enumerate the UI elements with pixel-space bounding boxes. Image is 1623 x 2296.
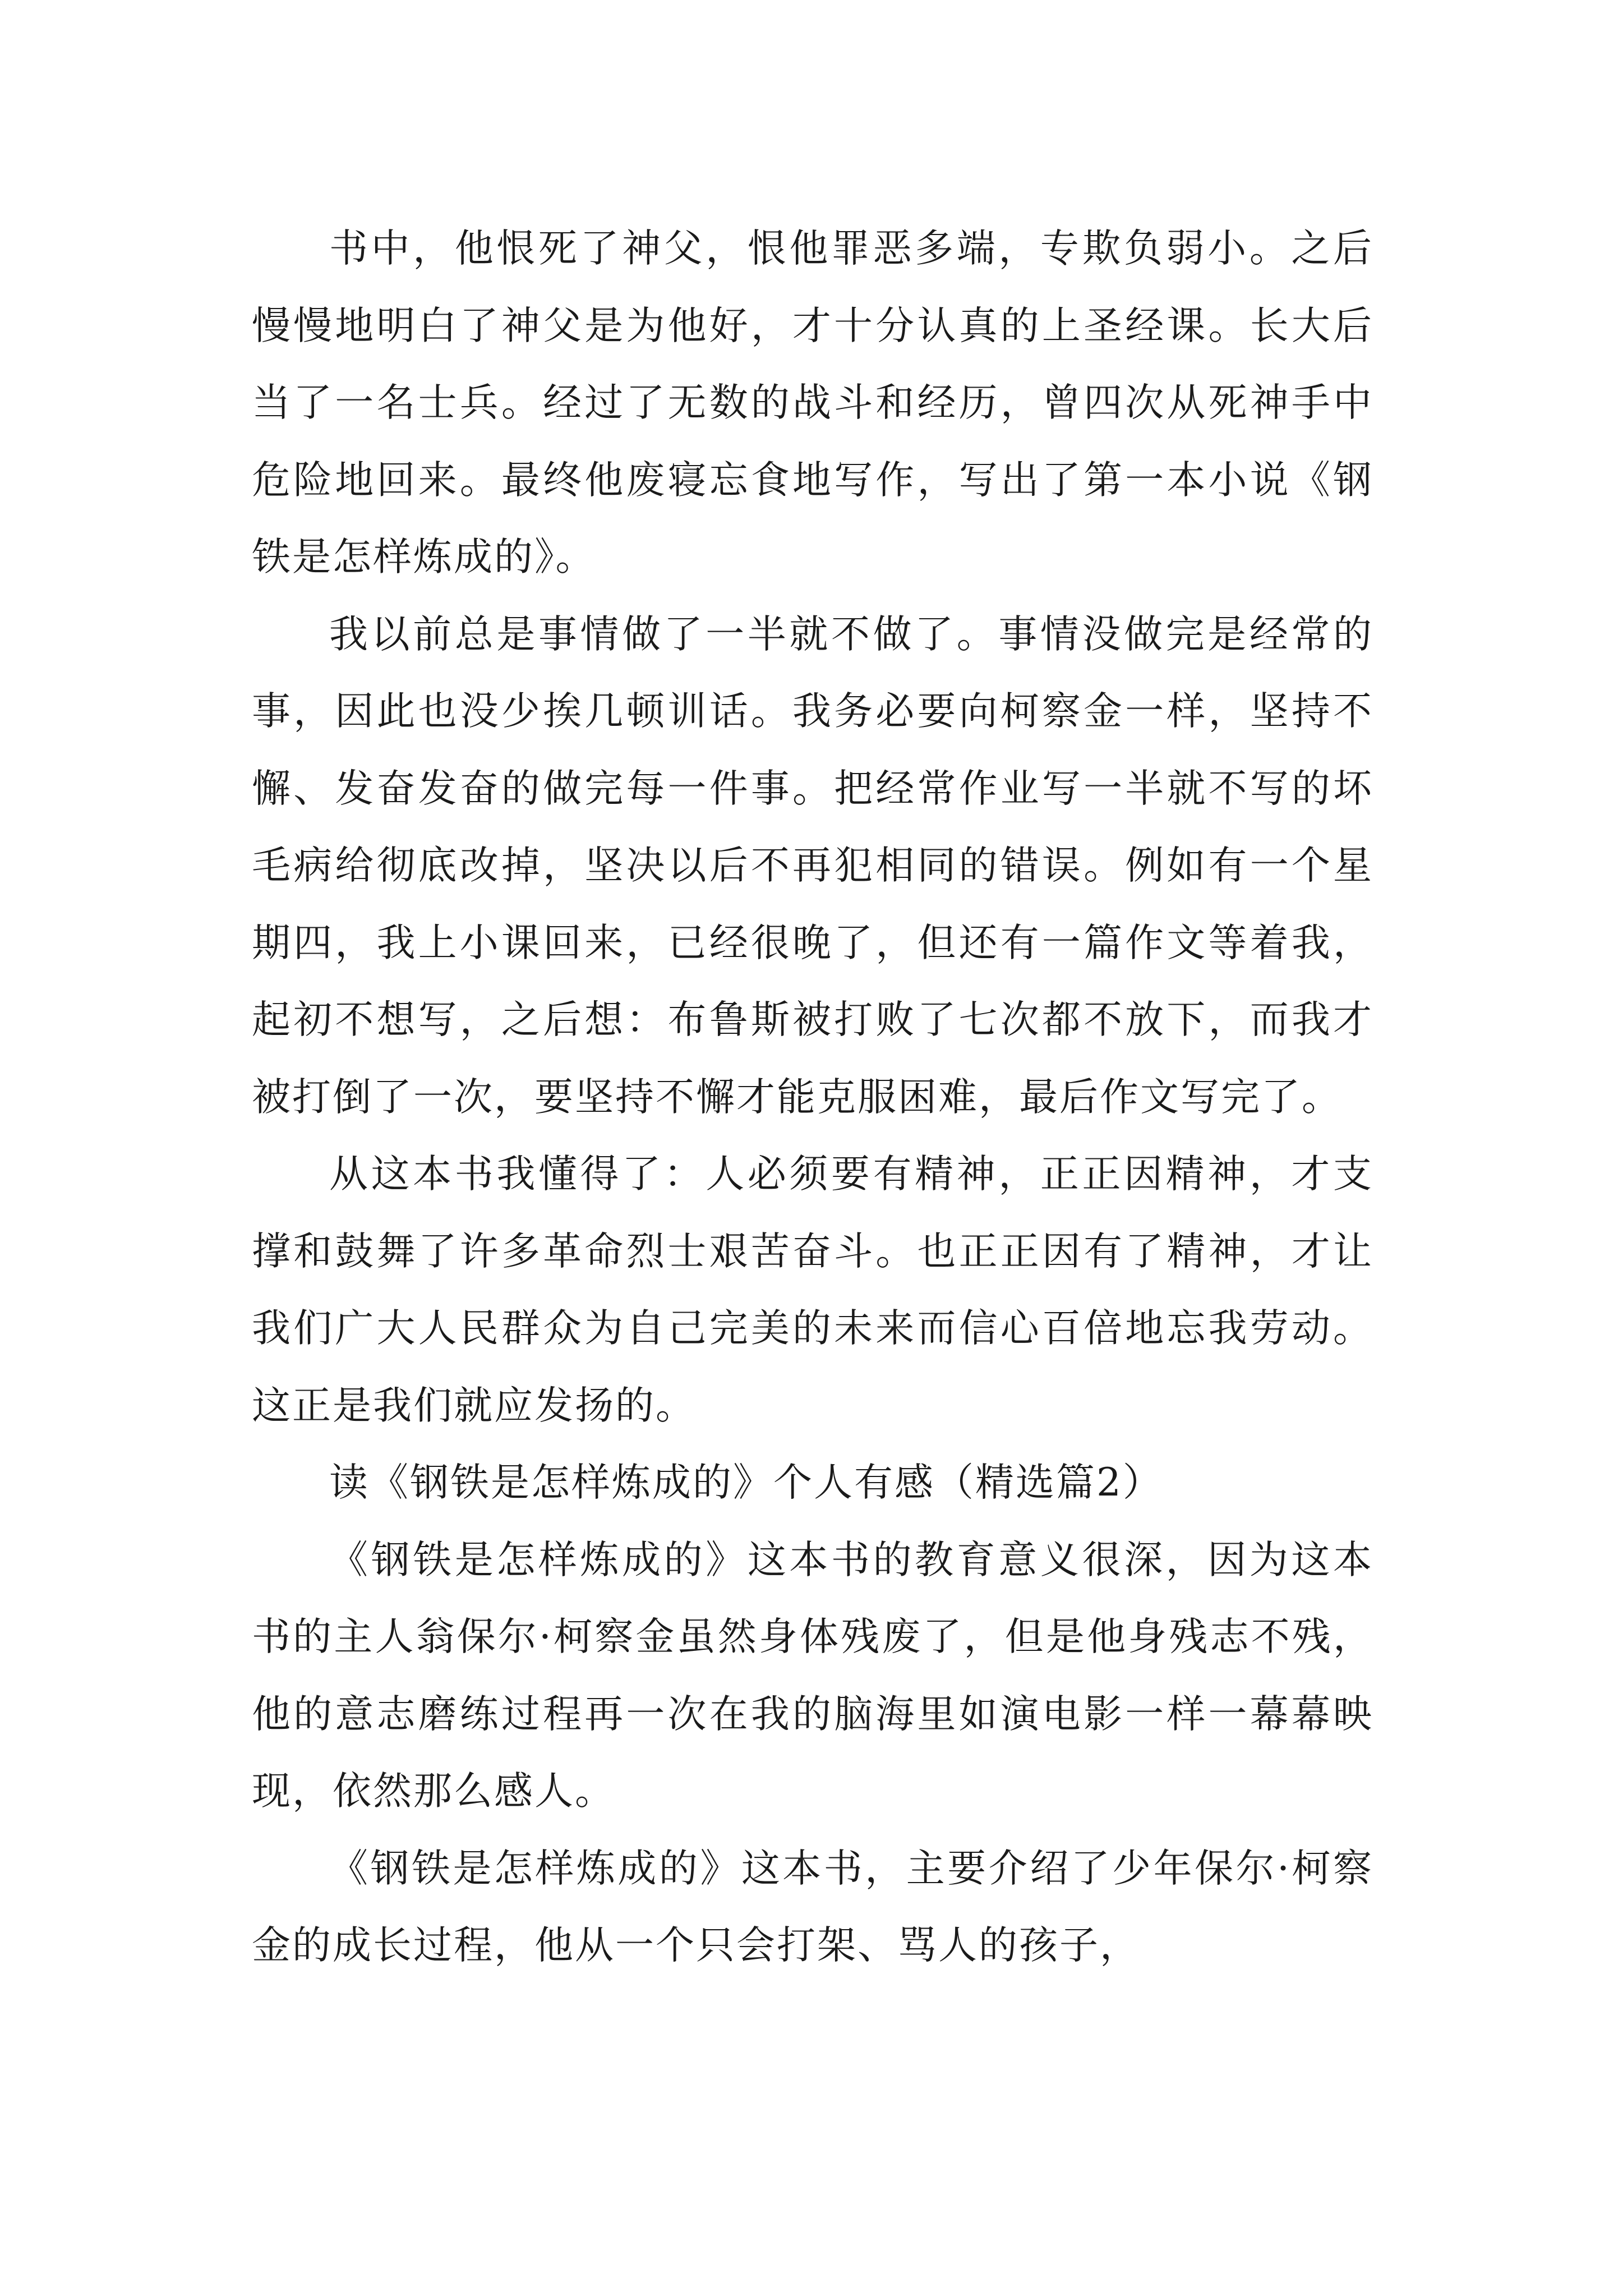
paragraph-1: 书中，他恨死了神父，恨他罪恶多端，专欺负弱小。之后慢慢地明白了神父是为他好，才十分认真的上圣经课。长大后当了一名士兵。经过了无数的战斗和经历，曾四次从死神手中危险地回来。最终他废寝忘食地写作，写出了第一本小说《钢铁是怎样炼成的》。 (252, 226, 1373, 579)
paragraph-5: 《钢铁是怎样炼成的》这本书，主要介绍了少年保尔·柯察金的成长过程，他从一个只会打架、骂人的孩子， (252, 1846, 1373, 1968)
section-heading: 读《钢铁是怎样炼成的》个人有感（精选篇2） (329, 1460, 1163, 1505)
paragraph-2: 我以前总是事情做了一半就不做了。事情没做完是经常的事，因此也没少挨几顿训话。我务必要向柯察金一样，坚持不懈、发奋发奋的做完每一件事。把经常作业写一半就不写的坏毛病给彻底改掉，坚决以后不再犯相同的错误。例如有一个星期四，我上小课回来，已经很晚了，但还有一篇作文等着我，起初不想写，之后想：布鲁斯被打败了七次都不放下，而我才被打倒了一次，要坚持不懈才能克服困难，最后作文写完了。 (252, 611, 1373, 1120)
paragraph-4: 《钢铁是怎样炼成的》这本书的教育意义很深，因为这本书的主人翁保尔·柯察金虽然身体残废了，但是他身残志不残，他的意志磨练过程再一次在我的脑海里如演电影一样一幕幕映现，依然那么感人。 (252, 1537, 1373, 1814)
document-body (252, 210, 1373, 1985)
paragraph-3: 从这本书我懂得了：人必须要有精神，正正因精神，才支撑和鼓舞了许多革命烈士艰苦奋斗。也正正因有了精神，才让我们广大人民群众为自己完美的未来而信心百倍地忘我劳动。这正是我们就应发扬的。 (252, 1152, 1373, 1428)
